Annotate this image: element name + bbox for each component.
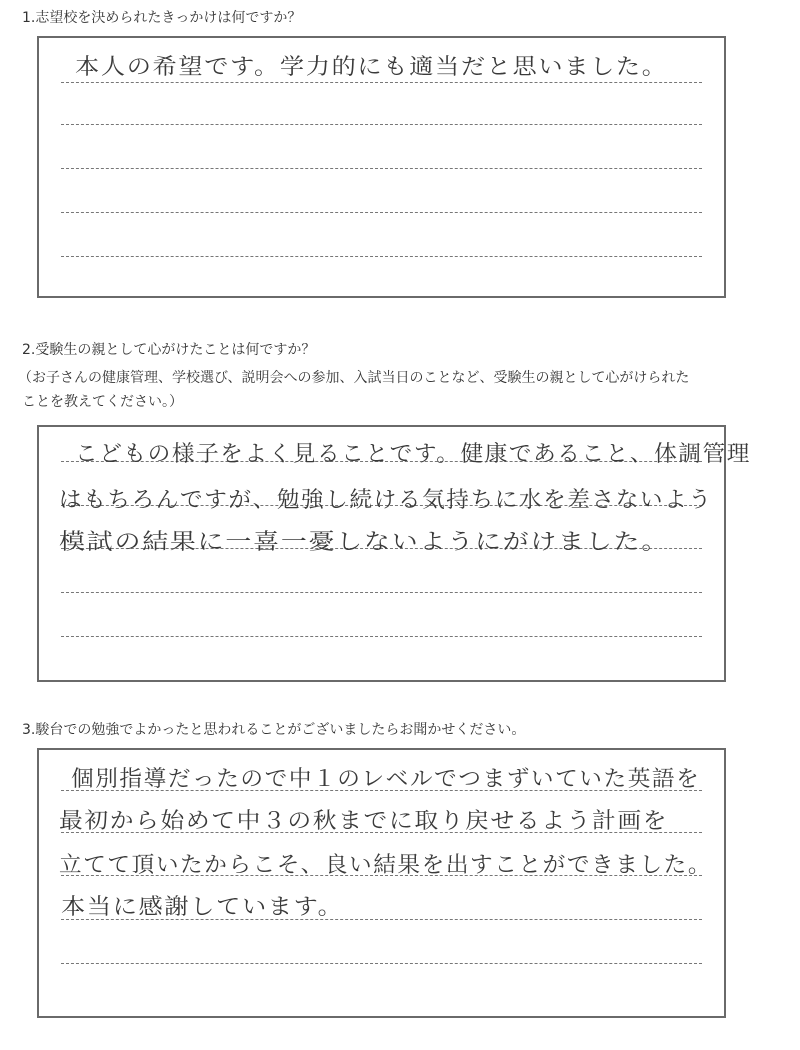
answer-box-1 — [37, 36, 726, 298]
handwritten-answer-line: 最初から始めて中３の秋までに取り戻せるよう計画を — [59, 809, 669, 834]
ruled-line — [61, 212, 702, 213]
handwritten-answer-line: 本当に感謝しています。 — [61, 895, 344, 920]
ruled-line — [61, 124, 702, 125]
answer-box-2 — [37, 425, 751, 682]
ruled-line — [61, 256, 702, 257]
ruled-line — [61, 963, 702, 964]
ruled-line — [61, 82, 702, 83]
question-1-heading: 1.志望校を決められたきっかけは何ですか？ — [22, 10, 302, 26]
handwritten-answer-line: こどもの様子をよく見ることです。健康であること、体調管理 — [75, 442, 751, 467]
question-2-subheading: ことを教えてください。） — [22, 394, 183, 410]
answer-box-3 — [37, 748, 726, 1018]
question-2-heading: 2.受験生の親として心がけたことは何ですか？ — [22, 342, 316, 358]
handwritten-answer-line: 立てて頂いたからこそ、良い結果を出すことができました。 — [59, 853, 713, 878]
question-2-subheading: （お子さんの健康管理、学校選び、説明会への参加、入試当日のことなど、受験生の親として心がけられた — [18, 370, 690, 386]
ruled-line — [61, 168, 702, 169]
question-3-heading: 3.駿台での勉強でよかったと思われることがございましたらお聞かせください。 — [22, 722, 526, 738]
handwritten-answer-line: はもちろんですが、勉強し続ける気持ちに水を差さないよう — [59, 488, 713, 513]
ruled-line — [61, 636, 702, 637]
handwritten-answer-line: 模試の結果に一喜一憂しないようにがけました。 — [59, 530, 670, 555]
ruled-line — [61, 592, 702, 593]
handwritten-answer-line: 本人の希望です。学力的にも適当だと思いました。 — [75, 55, 668, 80]
handwritten-answer-line: 個別指導だったので中１のレベルでつまずいていた英語を — [71, 767, 701, 792]
